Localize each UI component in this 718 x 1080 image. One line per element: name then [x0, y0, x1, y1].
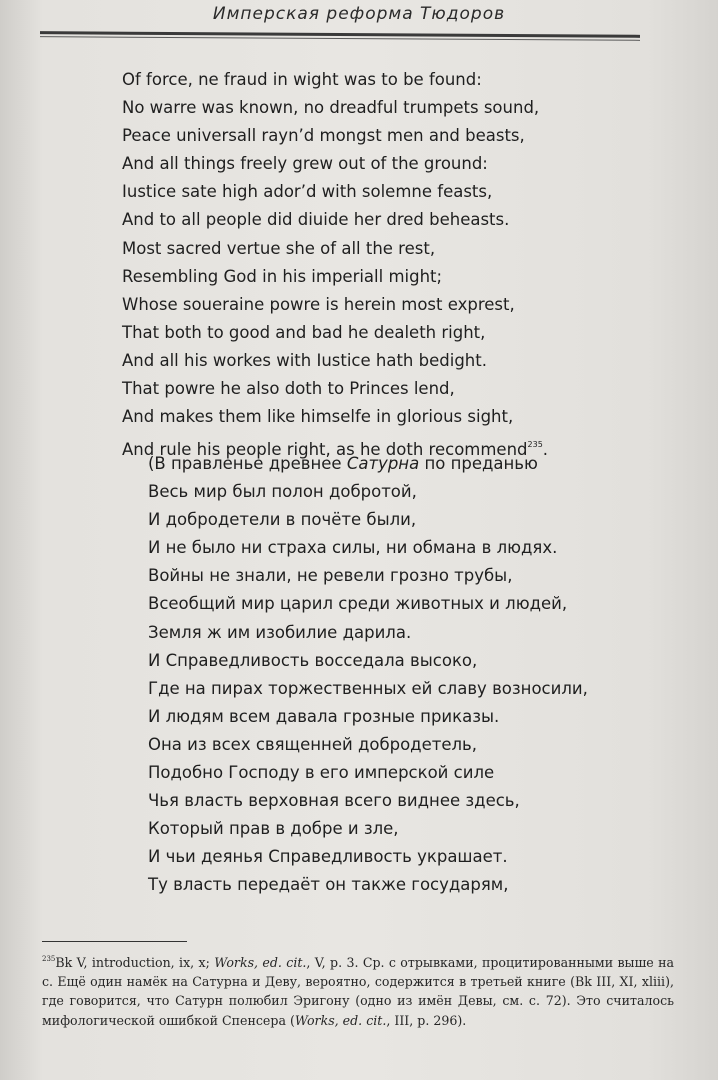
poem-en-line: That powre he also doth to Princes lend,: [122, 379, 455, 399]
poem-ru-italic: Сатурна: [346, 454, 420, 473]
poem-ru-line: И добродетели в почёте были,: [148, 510, 417, 530]
poem-ru-line: Ту власть передаёт он также государям,: [148, 875, 509, 895]
footnote: [42, 950, 674, 1030]
poem-ru-line: Который прав в добре и зле,: [148, 819, 399, 839]
poem-ru-line: Земля ж им изобилие дарила.: [148, 622, 412, 642]
poem-ru-line: И Справедливость восседала высоко,: [148, 650, 478, 670]
poem-ru-text: (В правленье древнее: [148, 454, 347, 473]
poem-ru-line: И чьи деянья Справедливость украшает.: [148, 847, 508, 867]
footnote-text: Bk V, introduction, ix, x;: [55, 955, 215, 970]
running-header: Имперская реформа Тюдоров: [212, 4, 506, 24]
poem-ru-line: Подобно Господу в его имперской силе: [148, 763, 495, 783]
poem-en-line: Resembling God in his imperiall might;: [122, 266, 443, 286]
poem-ru-line: И не было ни страха силы, ни обмана в людях.: [148, 538, 558, 558]
poem-ru-line: Где на пирах торжественных ей славу возносили,: [148, 678, 588, 698]
poem-ru-line: Всеобщий мир царил среди животных и людей,: [148, 594, 568, 614]
poem-russian: [148, 450, 688, 900]
poem-ru-first-line: [148, 450, 688, 478]
poem-ru-line: Войны не знали, не ревели грозно трубы,: [148, 566, 513, 586]
poem-en-line: Peace universall rayn’d mongst men and beasts,: [122, 126, 525, 146]
footnote-italic: Works, ed. cit.: [294, 1012, 387, 1028]
footnote-italic: Works, ed. cit.: [214, 955, 307, 970]
poem-english: [122, 66, 642, 464]
poem-ru-line: Чья власть верховная всего виднее здесь,: [148, 791, 520, 811]
footnote-number: 235: [42, 955, 56, 963]
poem-ru-line: Весь мир был полон добротой,: [148, 482, 417, 502]
poem-en-line: Of force, ne fraud in wight was to be found:: [122, 70, 482, 89]
poem-en-line: And makes them like himselfe in glorious sight,: [122, 407, 514, 427]
poem-en-line: No warre was known, no dreadful trumpets sound,: [122, 98, 540, 118]
poem-ru-line: И людям всем давала грозные приказы.: [148, 706, 500, 726]
poem-en-line: Iustice sate high ador’d with solemne feasts,: [122, 182, 493, 202]
poem-en-line: And all his workes with Iustice hath bedight.: [122, 350, 487, 370]
poem-en-line: That both to good and bad he dealeth right,: [122, 322, 486, 342]
poem-en-line: And all things freely grew out of the ground:: [122, 154, 488, 174]
footnote-text: , III, p. 296).: [386, 1012, 467, 1028]
poem-en-line: Whose soueraine powre is herein most exprest,: [122, 294, 515, 314]
poem-en-line: And to all people did diuide her dred beheasts.: [122, 210, 510, 230]
footnote-text: , V, p. 3. Ср. с отрывками, процитированными выше на с. Ещё один намёк на Сатурна и Деву, вероятно, содержится в третьей книге (Bk III, XI, xliii), где говорится, что Сатурн полюбил Эригону (одно из имён Девы, см. с. 72). Это считалось мифологической ошибкой Спенсера (: [42, 955, 674, 1028]
footnote-rule: [42, 941, 187, 942]
poem-ru-text: по преданью: [419, 454, 538, 473]
poem-en-end-punct: .: [542, 440, 549, 460]
poem-en-line: Most sacred vertue she of all the rest,: [122, 238, 436, 258]
footnote-ref[interactable]: 235: [527, 440, 543, 450]
poem-ru-line: Она из всех священней добродетель,: [148, 734, 478, 754]
poem-en-line-text: And rule his people right, as he doth recommend: [122, 440, 528, 460]
